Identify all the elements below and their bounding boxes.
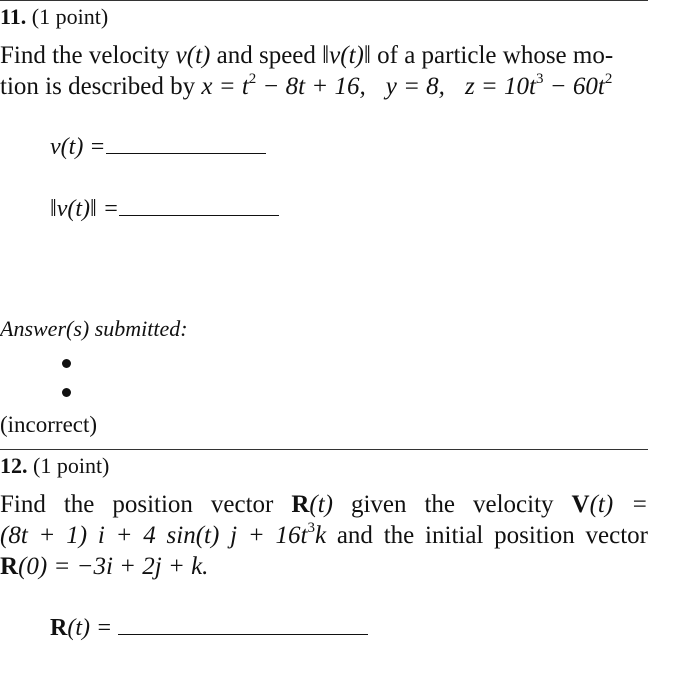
answer-status: (incorrect): [0, 412, 98, 437]
problem-11-text-line-1: [0, 40, 613, 71]
position-answer-row: [50, 615, 368, 642]
speed-answer-blank[interactable]: [119, 214, 279, 216]
speed-symbol: ‖v(t)‖: [322, 42, 371, 69]
exponent: 3: [307, 519, 315, 536]
position-vector-symbol: R: [0, 553, 19, 580]
text-segment: (t): [309, 491, 333, 518]
initial-condition: (0) = −3i + 2j + k.: [18, 553, 209, 580]
problem-12-number: 12.: [0, 453, 28, 478]
position-field-label: (t) =: [67, 615, 113, 641]
velocity-expression: (8t + 1) i + 4 sin(t) j + 16t: [0, 522, 308, 549]
speed-field-label: ‖v(t)‖ =: [50, 196, 119, 222]
equation-x-rest: − 8t + 16,: [256, 73, 366, 100]
text-segment: of a particle whose mo-: [370, 42, 614, 69]
answers-submitted-label: Answer(s) submitted:: [0, 316, 188, 341]
problem-11-number: 11.: [0, 4, 27, 29]
problem-12-text-line-3: [0, 551, 208, 582]
exponent: 2: [604, 70, 613, 87]
position-answer-blank[interactable]: [118, 633, 368, 635]
speed-answer-row: [50, 196, 279, 223]
problem-12-text-line-2: [0, 520, 648, 551]
top-divider: [0, 0, 648, 1]
position-vector-symbol: R: [291, 491, 310, 518]
equation-x: x = t: [201, 73, 249, 100]
equation-z: z = 10t: [464, 73, 536, 100]
velocity-answer-blank[interactable]: [106, 152, 266, 154]
equation-y: y = 8,: [385, 73, 445, 100]
unit-vector-k: k: [314, 522, 327, 549]
text-segment: (t) =: [589, 491, 649, 518]
text-segment: tion is described by: [0, 73, 202, 100]
answer-bullet: [62, 388, 71, 397]
velocity-vector-symbol: V: [571, 491, 590, 518]
problem-12-header: [0, 453, 109, 479]
problem-12-text-line-1: [0, 489, 648, 520]
problem-12-points: (1 point): [33, 453, 110, 478]
problem-11-text-line-2: [0, 71, 612, 102]
velocity-symbol: v(t): [175, 42, 211, 69]
equation-z-rest: − 60t: [543, 73, 605, 100]
velocity-answer-row: [50, 134, 266, 161]
exponent: 2: [248, 70, 257, 87]
exponent: 3: [535, 70, 544, 87]
velocity-field-label: v(t) =: [50, 134, 106, 160]
text-segment: and the initial position vector: [326, 522, 648, 549]
text-segment: and speed: [210, 42, 323, 69]
text-segment: Find the velocity: [0, 42, 176, 69]
problem-divider: [0, 449, 648, 450]
problem-11-points: (1 point): [31, 4, 109, 29]
text-segment: Find the position vector: [0, 491, 292, 518]
text-segment: given the velocity: [332, 491, 572, 518]
position-field-symbol: R: [50, 615, 68, 641]
problem-11-header: [0, 4, 108, 30]
answer-bullet: [62, 359, 71, 368]
